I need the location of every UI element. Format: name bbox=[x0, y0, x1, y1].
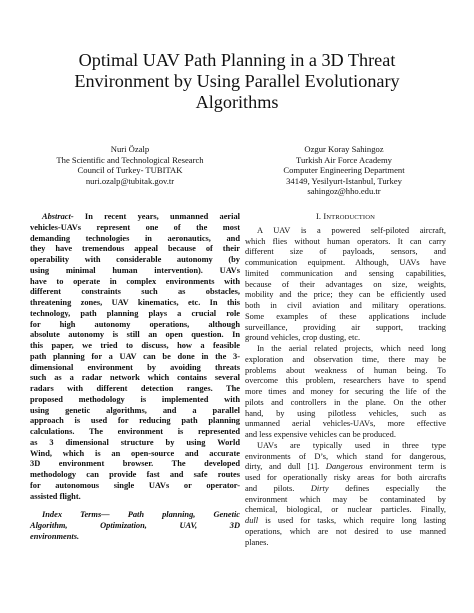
abstract-line: calculations. The environment is represented bbox=[30, 427, 240, 436]
emphasis-dirty: Dirty bbox=[310, 483, 329, 493]
body-line: Some examples of these applications include bbox=[245, 311, 446, 321]
paper-title bbox=[40, 50, 434, 113]
body-line bbox=[245, 484, 446, 495]
author-affiliation: Computer Engineering Department bbox=[283, 165, 405, 176]
body-line: UAVs are typically used in three type bbox=[257, 440, 446, 450]
body-line: surveillance, providing air support, tracking bbox=[245, 322, 446, 332]
author-affiliation: Turkish Air Force Academy bbox=[296, 154, 392, 165]
abstract-line: demanding technologies in aeronautics, and bbox=[30, 233, 240, 243]
abstract-line: vehicles-UAVs represent one of the most bbox=[30, 222, 240, 232]
abstract-line: Wind, which is an open-source and accurate bbox=[30, 448, 240, 458]
body-line: pilots and controllers in the plane. On the other bbox=[245, 397, 446, 407]
body-line: operations, which are not desired to use manned bbox=[245, 526, 446, 536]
body-line: exploration and observation time, there may be bbox=[245, 354, 446, 364]
abstract-line: methodology can provide fast and safe routes bbox=[30, 470, 240, 479]
abstract-line: operability with considerable autonomy (by bbox=[30, 255, 240, 264]
author-name: Nuri Özalp bbox=[110, 144, 150, 154]
author-block-2 bbox=[244, 144, 444, 197]
abstract-line: proposed methodology is implemented with bbox=[30, 394, 240, 404]
body-line: A UAV is a powered self-piloted aircraft, bbox=[257, 225, 446, 235]
emphasis-dangerous: Dangerous bbox=[325, 462, 363, 472]
index-terms-line: environments. bbox=[30, 531, 80, 541]
abstract-text: In recent years, unmanned aerial bbox=[73, 212, 240, 221]
body-line: environments of D’s, which stand for dangerous, bbox=[245, 451, 446, 461]
author-name: Ozgur Koray Sahingoz bbox=[304, 144, 384, 154]
index-terms-line: Algorithm, Optimization, UAV, 3D bbox=[30, 521, 240, 530]
abstract-line: approach is used for reducing path planning bbox=[30, 416, 240, 426]
abstract-line: assisted flight. bbox=[30, 491, 81, 501]
body-line: environment which may be contaminated by bbox=[245, 494, 446, 504]
intro-paragraph-3 bbox=[245, 441, 446, 549]
abstract-line: using genetic algorithms, and a parallel bbox=[30, 405, 240, 415]
abstract-line: they have tremendous appeal because of their bbox=[30, 244, 240, 254]
author-email: nuri.ozalp@tubitak.gov.tr bbox=[85, 175, 175, 186]
abstract-line: using minimal human intervention). UAVs bbox=[30, 265, 240, 275]
title-line: Algorithms bbox=[195, 92, 279, 112]
abstract bbox=[30, 212, 240, 502]
left-column bbox=[30, 212, 240, 543]
abstract-line: dimensional environment by avoiding threats bbox=[30, 362, 240, 372]
index-terms-label: Index Terms— bbox=[42, 510, 110, 520]
abstract-line: have to operate in complex environments with bbox=[30, 276, 240, 286]
emphasis-dull: dull bbox=[245, 516, 259, 525]
body-line: more times and money for securing the life of the bbox=[245, 387, 446, 396]
abstract-line: technology, path planning plays a crucial role bbox=[30, 308, 240, 318]
body-line: communication equipment. Although, UAVs have bbox=[245, 258, 446, 267]
index-terms-line bbox=[30, 510, 240, 521]
abstract-line: as 3 dimensional structure by using World bbox=[30, 437, 240, 447]
right-column bbox=[245, 212, 446, 548]
abstract-line: radars with different detection ranges. The bbox=[30, 384, 240, 393]
body-line: mobility and the price; they can be efficiently used bbox=[245, 290, 446, 300]
abstract-line: this paper, we tried to discuss, how a feasible bbox=[30, 341, 240, 350]
title-line: Environment by Using Parallel Evolutionary bbox=[74, 71, 400, 91]
body-line bbox=[245, 462, 446, 473]
body-line: problems about weakness of human being. To bbox=[245, 365, 446, 375]
body-line: and less expensive vehicles can be produced. bbox=[245, 430, 396, 439]
body-text: environment term is bbox=[362, 462, 446, 472]
body-text: and pilots. bbox=[245, 483, 295, 493]
author-affiliation: Council of Turkey- TUBITAK bbox=[77, 165, 183, 176]
body-line: used for operationally risky areas for both aircrafts bbox=[245, 473, 446, 482]
abstract-label: Abstract- bbox=[42, 212, 74, 221]
body-text: dirty, and dull [1]. bbox=[245, 462, 320, 472]
abstract-line: path planning for a UAV can be done in the 3- bbox=[30, 351, 240, 361]
body-text: is used for tasks, which require long lasting bbox=[258, 516, 446, 525]
body-line: hand, by using pilotless vehicles, such as bbox=[245, 408, 446, 418]
section-heading bbox=[245, 212, 446, 224]
intro-paragraph-1 bbox=[245, 226, 446, 344]
body-line: overcome this problem, researchers have to spend bbox=[245, 376, 446, 386]
index-terms bbox=[30, 510, 240, 542]
intro-paragraph-2 bbox=[245, 344, 446, 441]
abstract-line: 3D environment browser. The developed bbox=[30, 459, 240, 469]
abstract-line: for autonomous single UAVs or operator- bbox=[30, 480, 240, 490]
section-title-rest: NTRODUCTION bbox=[326, 214, 375, 221]
author-email: sahingoz@hho.edu.tr bbox=[307, 186, 381, 197]
author-affiliation: The Scientific and Technological Research bbox=[56, 154, 204, 165]
section-title-initial: I bbox=[323, 212, 327, 221]
body-line: planes. bbox=[245, 537, 269, 547]
abstract-line-0 bbox=[30, 212, 240, 223]
body-line: unmanned aerial vehicles-UAVs, more effective bbox=[245, 419, 446, 429]
body-text: defines especially the bbox=[345, 483, 447, 493]
index-terms-text: Path planning, Genetic bbox=[109, 510, 240, 520]
abstract-line: for high autonomy operations, although bbox=[30, 319, 240, 329]
body-line: ground vehicles, crop dusting, etc. bbox=[245, 333, 361, 343]
abstract-line: absolute autonomy is still an open question. In bbox=[30, 330, 240, 340]
title-line: Optimal UAV Path Planning in a 3D Threat bbox=[78, 50, 396, 70]
abstract-line: different constraints such as obstacles, bbox=[30, 287, 240, 297]
body-line: different size of payloads, sensors, and bbox=[245, 247, 446, 257]
body-line: limited communication and sensing capabilities, bbox=[245, 268, 446, 278]
body-line bbox=[245, 516, 446, 527]
abstract-line: such as a radar network which contains several bbox=[30, 373, 240, 383]
body-line: In the aerial related projects, which need long bbox=[257, 344, 446, 353]
author-block-1 bbox=[30, 144, 230, 186]
body-line: which flies without human operators. It can carry bbox=[245, 236, 446, 246]
body-line: chemical, biological, or nuclear particles. Finally, bbox=[245, 505, 446, 515]
author-address: 34149, Yesilyurt-Istanbul, Turkey bbox=[286, 175, 402, 186]
body-line: because of their advantages on size, weights, bbox=[245, 279, 446, 289]
body-line: both in civil aviation and military operations. bbox=[245, 301, 446, 310]
section-number: I. bbox=[316, 212, 322, 221]
abstract-line: threatening zones, UAV kinematics, etc. In this bbox=[30, 298, 240, 307]
